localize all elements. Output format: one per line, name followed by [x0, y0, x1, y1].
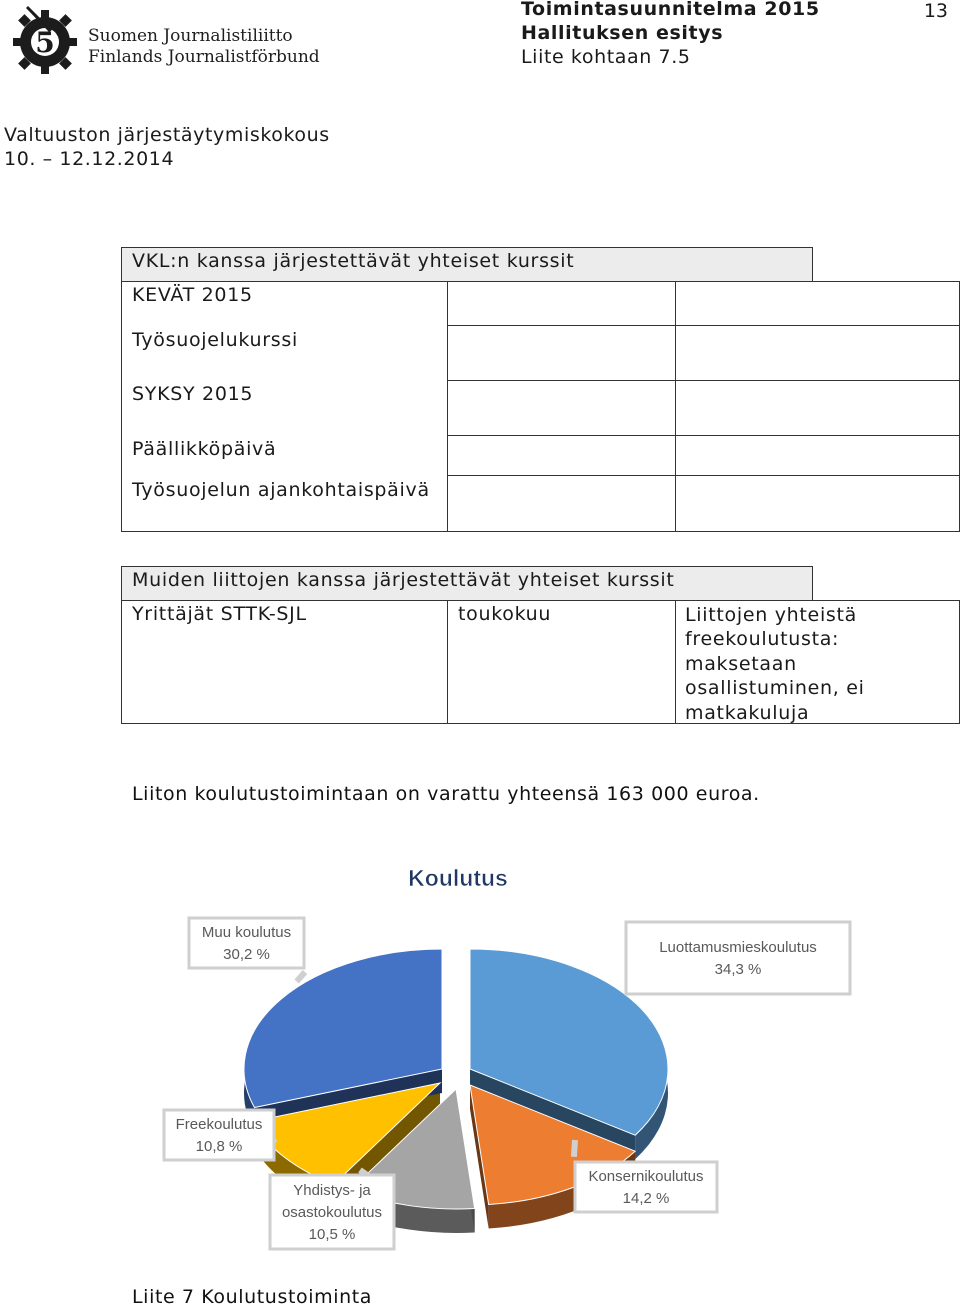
table-cell: Työsuojelun ajankohtaispäivä [132, 479, 430, 501]
attachment-ref: Liite kohtaan 7.5 [521, 46, 691, 68]
slice-name-label: Freekoulutus [175, 1116, 263, 1133]
column-divider [447, 600, 448, 724]
table-cell: Päällikköpäivä [132, 438, 277, 460]
slice-label-box [626, 922, 850, 994]
table-cell: toukokuu [458, 603, 552, 625]
slice-name-label: osastokoulutus [281, 1204, 383, 1221]
table-cell: Yrittäjät STTK-SJL [132, 603, 307, 625]
row-divider [447, 380, 960, 381]
note-line: matkakuluja [685, 701, 810, 724]
org-name-fi: Suomen Journalistiliitto [88, 26, 293, 46]
table-cell-notes [685, 603, 865, 725]
slice-name-label: Muu koulutus [201, 924, 292, 941]
slice-value-label: 10,8 % [195, 1138, 243, 1155]
figure-caption: Liite 7 Koulutustoiminta [132, 1286, 373, 1308]
slice-name-label: Luottamusmieskoulutus [659, 939, 817, 956]
note-line: Liittojen yhteistä [685, 604, 858, 626]
training-pie-chart [0, 840, 960, 1270]
doc-subtitle: Hallituksen esitys [521, 22, 724, 44]
row-divider [447, 435, 960, 436]
table-heading: VKL:n kanssa järjestettävät yhteiset kurssit [132, 250, 575, 272]
doc-title: Toimintasuunnitelma 2015 [521, 0, 820, 20]
table-cell: KEVÄT 2015 [132, 284, 253, 306]
slice-value-label: 10,5 % [308, 1226, 356, 1243]
label-leader [574, 1140, 575, 1157]
note-line: maksetaan [685, 652, 797, 675]
column-divider [675, 281, 676, 532]
row-divider [447, 325, 960, 326]
org-name-sv: Finlands Journalistförbund [88, 47, 320, 67]
table-cell: SYKSY 2015 [132, 383, 254, 405]
label-leader [297, 972, 305, 981]
column-divider [447, 281, 448, 532]
note-line: freekoulutusta: [685, 628, 840, 651]
meeting-name: Valtuuston järjestäytymiskokous [4, 124, 330, 146]
budget-note: Liiton koulutustoimintaan on varattu yhteensä 163 000 euroa. [132, 783, 760, 805]
meeting-dates: 10. – 12.12.2014 [4, 148, 175, 170]
slice-value-label: 14,2 % [622, 1190, 670, 1207]
gear-quill-emblem [8, 4, 82, 76]
slice-name-label: Konsernikoulutus [588, 1168, 704, 1185]
slice-value-label: 30,2 % [223, 946, 270, 963]
table-cell: Työsuojelukurssi [132, 329, 298, 351]
chart-title: Koulutus [408, 865, 508, 891]
note-line: osallistuminen, ei [685, 677, 865, 700]
slice-name-label: Yhdistys- ja [293, 1182, 371, 1199]
column-divider [675, 600, 676, 724]
org-logo [8, 4, 318, 76]
slice-value-label: 34,3 % [714, 961, 762, 978]
svg-text:5: 5 [35, 26, 55, 59]
page-number: 13 [923, 0, 948, 22]
table-heading: Muiden liittojen kanssa järjestettävät yhteiset kurssit [132, 569, 675, 591]
row-divider [447, 475, 960, 476]
